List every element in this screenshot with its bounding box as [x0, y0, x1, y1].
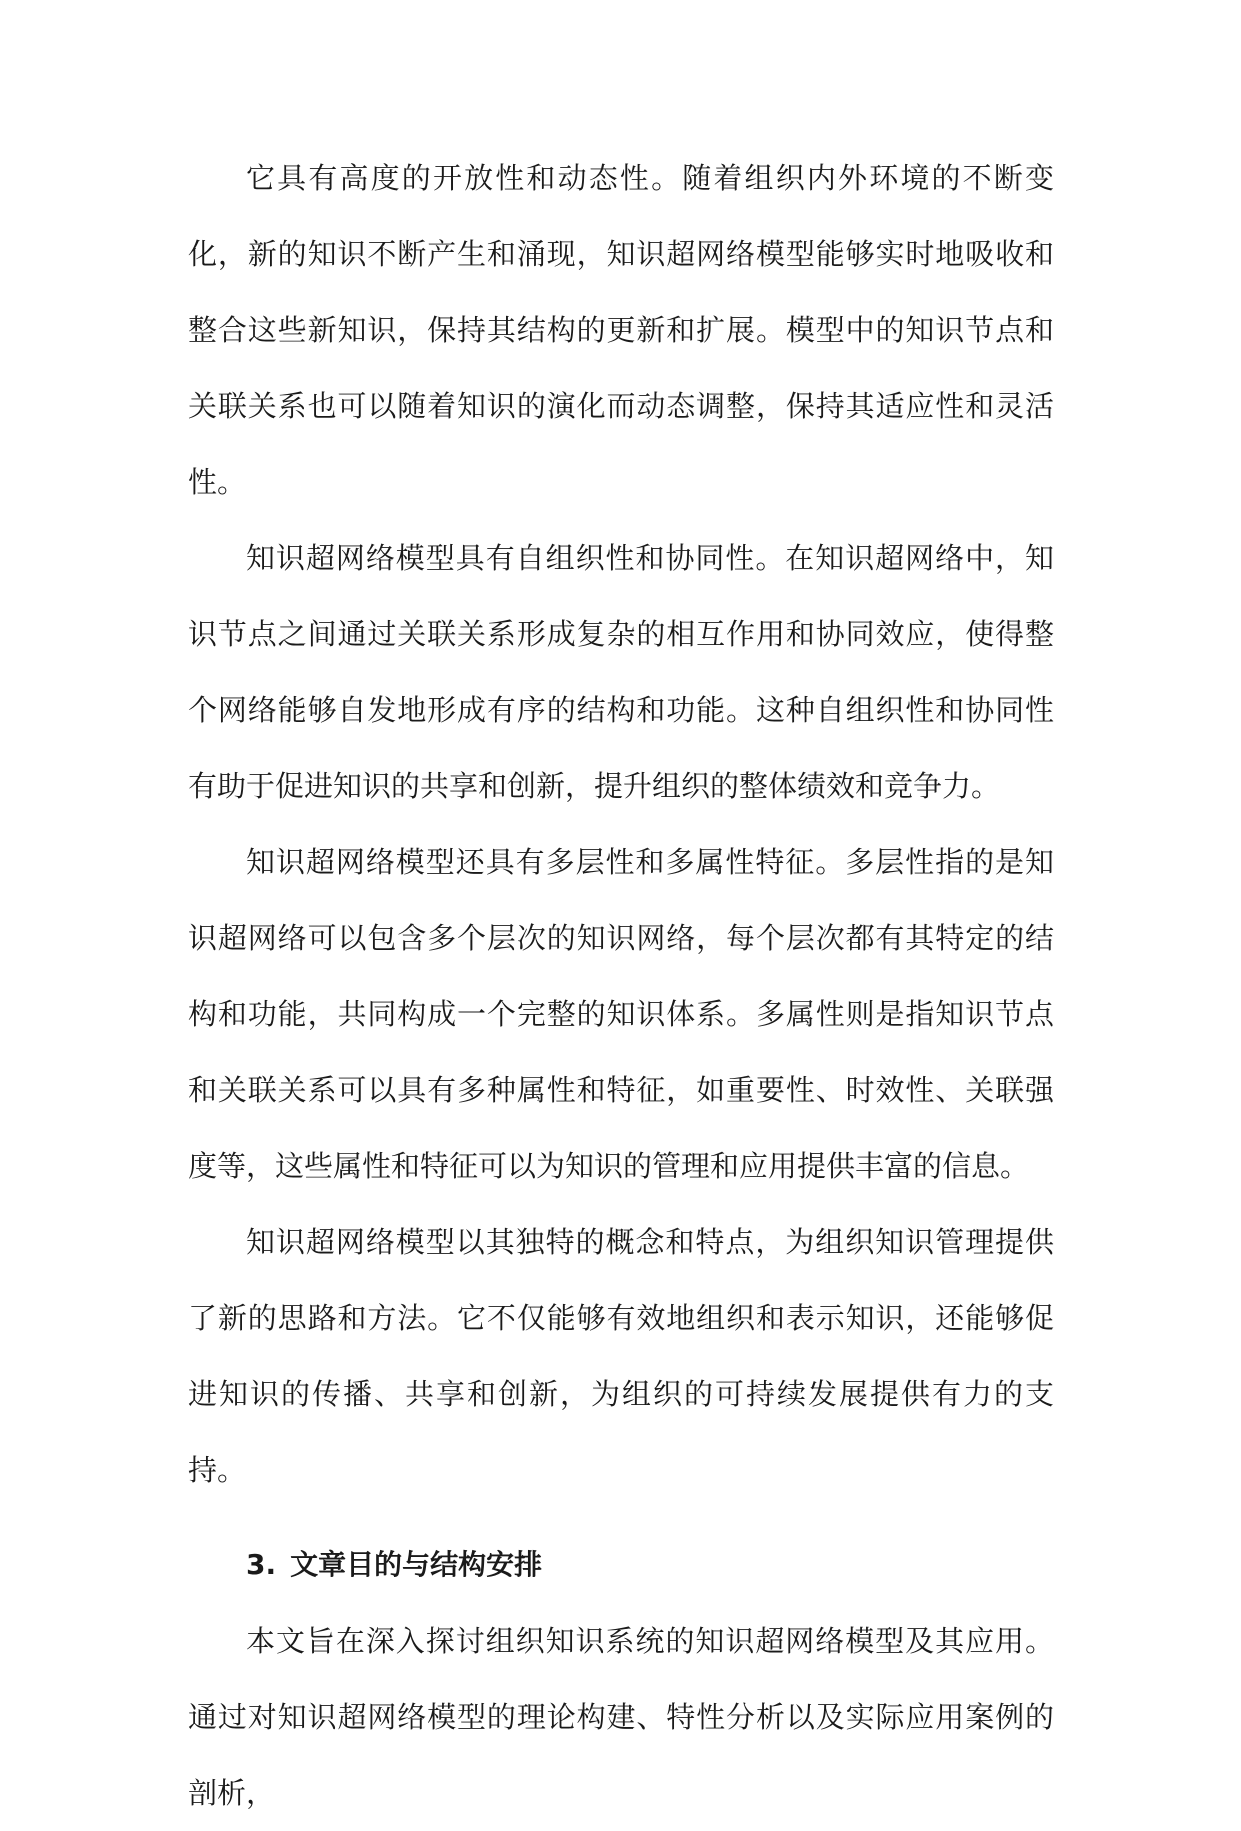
paragraph-multilayer: 知识超网络模型还具有多层性和多属性特征。多层性指的是知识超网络可以包含多个层次的知识网络，每个层次都有其特定的结构和功能，共同构成一个完整的知识体系。多属性则是指知识节点和关联关系可以具有多种属性和特征，如重要性、时效性、关联强度等，这些属性和特征可以为知识的管理和应用提供丰富的信息。: [188, 845, 1054, 1183]
paragraph-summary: 知识超网络模型以其独特的概念和特点，为组织知识管理提供了新的思路和方法。它不仅能够有效地组织和表示知识，还能够促进知识的传播、共享和创新，为组织的可持续发展提供有力的支持。: [188, 1225, 1054, 1487]
section-title: 文章目的与结构安排: [290, 1548, 543, 1581]
paragraph-self-organization: 知识超网络模型具有自组织性和协同性。在知识超网络中，知识节点之间通过关联关系形成复杂的相互作用和协同效应，使得整个网络能够自发地形成有序的结构和功能。这种自组织性和协同性有助于促进知识的共享和创新，提升组织的整体绩效和竞争力。: [188, 541, 1054, 803]
section-heading: [188, 1527, 1054, 1603]
paragraph-openness: 它具有高度的开放性和动态性。随着组织内外环境的不断变化，新的知识不断产生和涌现，知识超网络模型能够实时地吸收和整合这些新知识，保持其结构的更新和扩展。模型中的知识节点和关联关系也可以随着知识的演化而动态调整，保持其适应性和灵活性。: [188, 161, 1054, 499]
paragraph-purpose: 本文旨在深入探讨组织知识系统的知识超网络模型及其应用。通过对知识超网络模型的理论构建、特性分析以及实际应用案例的剖析，: [188, 1624, 1054, 1810]
section-number: 3.: [246, 1548, 277, 1581]
document-body: [188, 140, 1054, 1831]
